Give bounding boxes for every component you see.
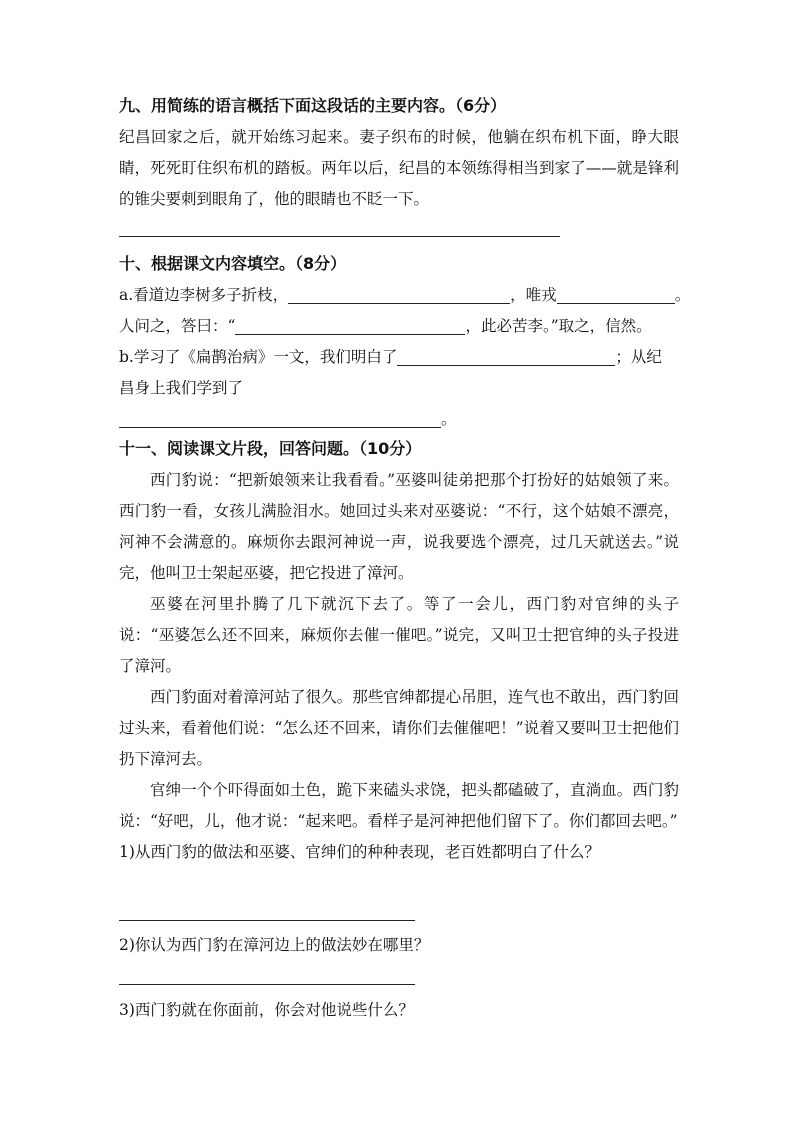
section-10-b-text3: 昌身上我们学到了 <box>119 379 244 397</box>
section-11-title: 十一、阅读课文片段，回答问题。（10分） <box>119 439 422 458</box>
blank-b1[interactable] <box>397 347 615 366</box>
section-9 <box>119 90 679 246</box>
blank-b2[interactable] <box>119 409 441 428</box>
passage-paragraph-3: 西门豹面对着漳河站了很久。那些官绅都提心吊胆，连气也不敢出，西门豹回过头来，看着他们说：“怎么还不回来，请你们去催催吧！”说着又要叫卫士把他们扔下漳河去。 <box>119 688 679 768</box>
blank-a1[interactable] <box>288 285 510 304</box>
section-10-b-line2 <box>119 373 679 404</box>
section-10-title: 十、根据课文内容填空。（8分） <box>119 254 347 273</box>
section-11 <box>119 433 679 868</box>
section-10-b-text1: b.学习了《扁鹊治病》一文，我们明白了 <box>119 348 398 366</box>
question-1-answer-line[interactable] <box>119 920 415 921</box>
section-10 <box>119 248 691 435</box>
question-2-answer-line[interactable] <box>119 984 415 985</box>
section-10-a-text1: a.看道边李树多子折枝， <box>119 286 289 304</box>
section-9-title: 九、用简练的语言概括下面这段话的主要内容。（6分） <box>119 96 507 115</box>
section-10-b-line1 <box>119 342 679 373</box>
section-10-b-line3 <box>119 404 679 435</box>
question-2: 2)你认为西门豹在漳河边上的做法妙在哪里？ <box>119 936 430 954</box>
section-9-text: 纪昌回家之后，就开始练习起来。妻子织布的时候，他躺在织布机下面，睁大眼睛，死死盯住织布机的踏板。两年以后，纪昌的本领练得相当到家了——就是锋利的锥尖要刺到眼角了，他的眼睛也不眨一下。 <box>119 128 679 208</box>
section-10-a-line2 <box>119 311 679 342</box>
blank-a2[interactable] <box>557 285 675 304</box>
passage-paragraph-2: 巫婆在河里扑腾了几下就沉下去了。等了一会儿，西门豹对官绅的头子说：“巫婆怎么还不回来，麻烦你去催一催吧。”说完，又叫卫士把官绅的头子投进了漳河。 <box>119 595 679 675</box>
section-10-a-text2: ，唯戎 <box>510 286 557 304</box>
blank-a3[interactable] <box>235 316 465 335</box>
section-10-b-text2: ；从纪 <box>615 348 662 366</box>
passage-paragraph-1: 西门豹说：“把新娘领来让我看看。”巫婆叫徒弟把那个打扮好的姑娘领了来。西门豹一看，女孩儿满脸泪水。她回过头来对巫婆说：“不行，这个姑娘不漂亮，河神不会满意的。麻烦你去跟河神说一声，说我要选个漂亮，过几天就送去。”说完，他叫卫士架起巫婆，把它投进了漳河。 <box>119 471 679 582</box>
section-10-a-text3: 。 <box>674 286 691 304</box>
section-10-a-text4: 人问之，答曰：“ <box>119 317 236 335</box>
section-10-a-line1 <box>119 280 691 311</box>
passage-paragraph-4: 官绅一个个吓得面如土色，跪下来磕头求饶，把头都磕破了，直淌血。西门豹说：“好吧，儿，他才说：“起来吧。看样子是河神把他们留下了。你们都回去吧。” <box>119 781 679 830</box>
section-10-b-end: 。 <box>441 410 457 428</box>
question-1: 1)从西门豹的做法和巫婆、官绅们的种种表现，老百姓都明白了什么？ <box>119 843 600 861</box>
question-3: 3)西门豹就在你面前，你会对他说些什么？ <box>119 1001 414 1019</box>
section-9-answer-line[interactable] <box>119 236 560 237</box>
section-10-a-text5: ，此必苦李。”取之，信然。 <box>465 317 652 335</box>
